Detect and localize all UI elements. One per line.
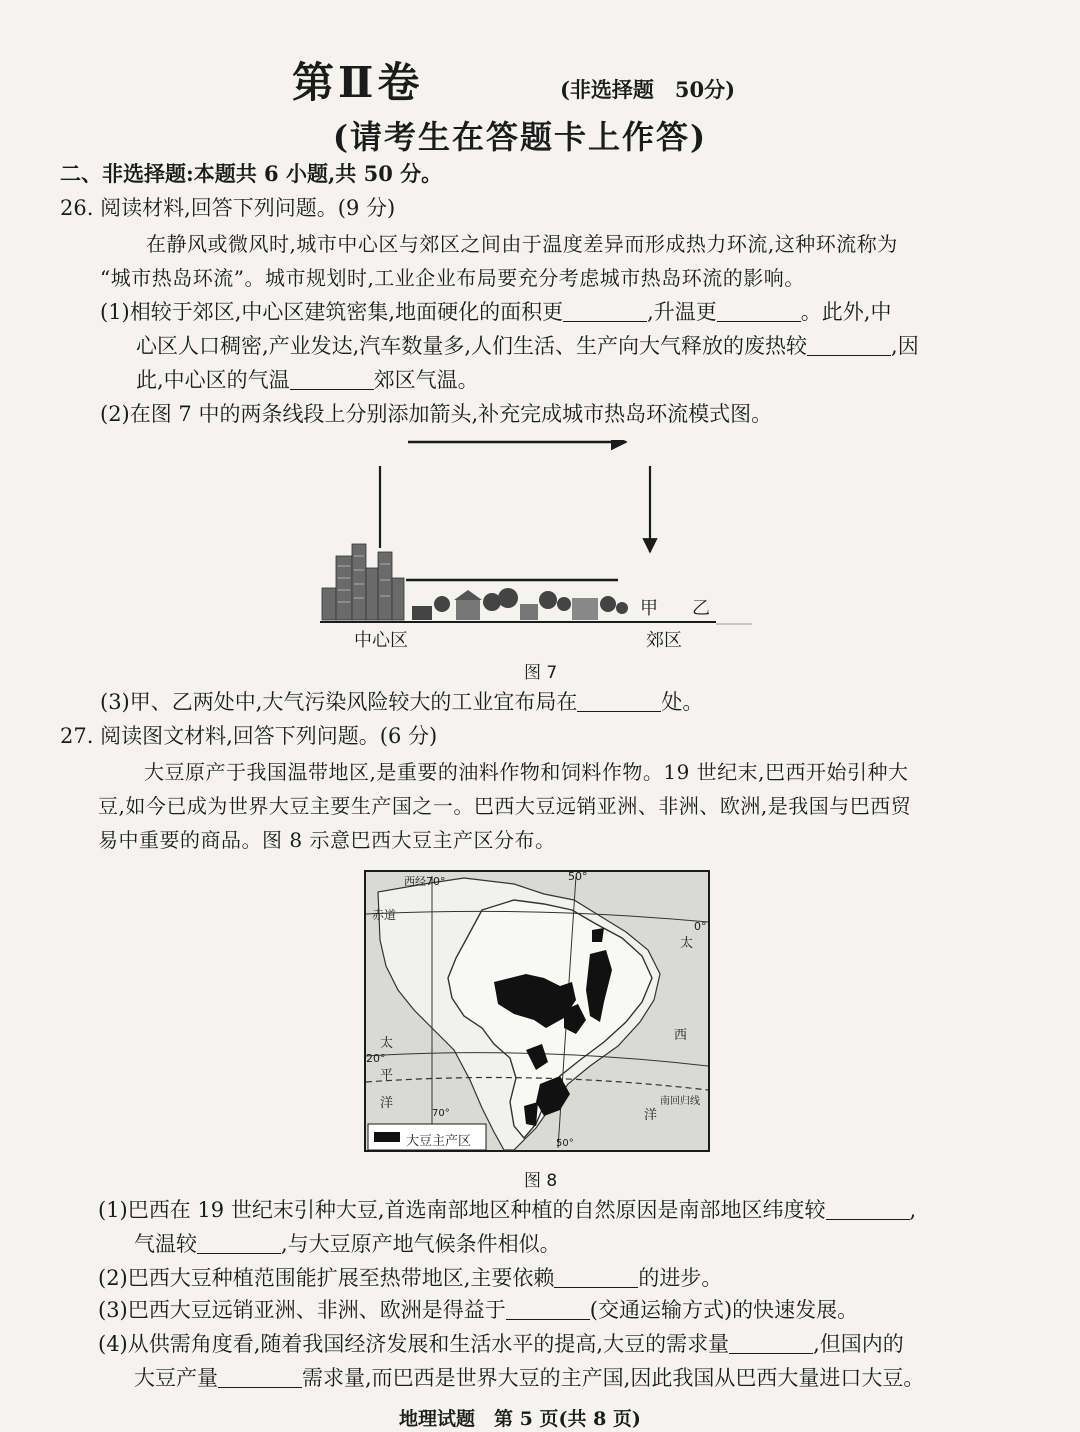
q27-passage-line2: 豆,如今已成为世界大豆主要生产国之一。巴西大豆远销亚洲、非洲、欧洲,是我国与巴西贸 <box>98 794 912 818</box>
q27-part3 <box>98 1296 858 1324</box>
answer-blank <box>554 1267 638 1288</box>
section-heading: 二、非选择题:本题共 6 小题,共 50 分。 <box>60 161 443 186</box>
q27-stem: 27. 阅读图文材料,回答下列问题。(6 分) <box>60 724 438 748</box>
q27-p2-text-a: (2)巴西大豆种植范围能扩展至热带地区,主要依赖 <box>98 1266 555 1290</box>
label-suburb: 郊区 <box>646 630 682 651</box>
q27-p3-text-a: (3)巴西大豆远销亚洲、非洲、欧洲是得益于 <box>98 1298 506 1322</box>
label-yi: 乙 <box>692 598 710 619</box>
answer-blank <box>826 1199 910 1220</box>
q27-p4-text-d: 需求量,而巴西是世界大豆的主产国,因此我国从巴西大量进口大豆。 <box>302 1366 925 1390</box>
q26-part2: (2)在图 7 中的两条线段上分别添加箭头,补充完成城市热岛环流模式图。 <box>100 402 773 426</box>
map-legend-label: 大豆主产区 <box>406 1134 472 1149</box>
answer-blank <box>218 1367 302 1388</box>
q26-p1-text-d: 心区人口稠密,产业发达,汽车数量多,人们生活、生产向大气释放的废热较 <box>136 334 808 358</box>
q26-passage-line2: “城市热岛环流”。城市规划时,工业企业布局要充分考虑城市热岛环流的影响。 <box>100 266 805 290</box>
map-label-lat20: 20° <box>366 1052 386 1065</box>
q26-p1-text-c: 。此外,中 <box>800 300 892 324</box>
map-label-tropic: 南回归线 <box>660 1096 700 1107</box>
suburb-houses-trees <box>412 588 628 620</box>
map-label-lon70b: 70° <box>432 1108 450 1119</box>
q27-p1-text-d: ,与大豆原产地气候条件相似。 <box>281 1232 561 1256</box>
answer-blank <box>807 335 891 356</box>
page-footer: 地理试题 第 5 页(共 8 页) <box>399 1408 641 1430</box>
q26-p1-text-f: 此,中心区的气温 <box>136 368 290 392</box>
q26-part1-line3 <box>136 366 479 394</box>
q27-part4-line2 <box>134 1364 924 1392</box>
label-jia: 甲 <box>640 598 658 619</box>
q26-p3-text-b: 处。 <box>661 690 704 714</box>
q27-p4-text-a: (4)从供需角度看,随着我国经济发展和生活水平的提高,大豆的需求量 <box>98 1332 730 1356</box>
map-label-equator: 赤道 <box>372 908 397 922</box>
answer-note: (请考生在答题卡上作答) <box>332 118 708 156</box>
q27-passage-line1: 大豆原产于我国温带地区,是重要的油料作物和饲料作物。19 世纪末,巴西开始引种大 <box>144 760 909 784</box>
q27-p4-text-b: ,但国内的 <box>813 1332 904 1356</box>
q26-part1-line2 <box>136 332 919 360</box>
paper-subtitle: (非选择题 50分) <box>560 77 736 102</box>
map-label-pacific-3: 洋 <box>380 1096 394 1111</box>
figure8-caption: 图 8 <box>524 1171 558 1191</box>
q27-part2 <box>98 1264 722 1292</box>
map-label-pacific-2: 平 <box>380 1068 394 1083</box>
map-label-lat0: 0° <box>694 920 707 933</box>
q27-part1-line2 <box>134 1230 561 1258</box>
figure7-diagram <box>316 440 756 630</box>
label-center-district: 中心区 <box>354 630 408 651</box>
q27-p2-text-b: 的进步。 <box>638 1266 723 1290</box>
q26-passage-line1: 在静风或微风时,城市中心区与郊区之间由于温度差异而形成热力环流,这种环流称为 <box>146 232 898 256</box>
answer-blank <box>506 1299 590 1320</box>
q27-part1-line1 <box>98 1196 916 1224</box>
answer-blank <box>729 1333 813 1354</box>
q26-p1-text-e: ,因 <box>891 334 919 358</box>
figure7-caption: 图 7 <box>524 663 558 683</box>
q27-p1-text-b: , <box>909 1198 917 1222</box>
q27-part4-line1 <box>98 1330 904 1358</box>
map-label-pacific-1: 太 <box>380 1036 394 1051</box>
q27-p3-text-b: (交通运输方式)的快速发展。 <box>589 1298 859 1322</box>
map-label-atlantic-2: 西 <box>674 1028 688 1043</box>
answer-blank <box>717 301 801 322</box>
q26-p1-text-g: 郊区气温。 <box>373 368 479 392</box>
map-label-atlantic-1: 太 <box>680 936 694 951</box>
q27-p1-text-a: (1)巴西在 19 世纪末引种大豆,首选南部地区种植的自然原因是南部地区纬度较 <box>98 1198 826 1222</box>
city-buildings <box>322 544 404 620</box>
answer-blank <box>563 301 647 322</box>
q26-p3-text-a: (3)甲、乙两处中,大气污染风险较大的工业宜布局在 <box>100 690 578 714</box>
paper-title: 第Ⅱ卷 <box>292 58 424 107</box>
answer-blank <box>577 691 661 712</box>
answer-blank <box>197 1233 281 1254</box>
map-label-atlantic-3: 洋 <box>644 1108 658 1123</box>
q26-part1-line1 <box>100 298 891 326</box>
q27-passage-line3: 易中重要的商品。图 8 示意巴西大豆主产区分布。 <box>98 828 556 852</box>
q27-p1-text-c: 气温较 <box>134 1232 197 1256</box>
q26-p1-text-b: ,升温更 <box>647 300 717 324</box>
q26-stem: 26. 阅读材料,回答下列问题。(9 分) <box>60 196 396 220</box>
figure8-map <box>364 870 710 1152</box>
q26-p1-text-a: (1)相较于郊区,中心区建筑密集,地面硬化的面积更 <box>100 300 564 324</box>
answer-blank <box>290 369 374 390</box>
q27-p4-text-c: 大豆产量 <box>134 1366 218 1390</box>
map-label-lon50b: 50° <box>556 1138 574 1149</box>
map-label-lon50: 50° <box>568 870 588 883</box>
map-label-lon70: 西经70° <box>404 875 446 888</box>
q26-part3 <box>100 688 703 716</box>
